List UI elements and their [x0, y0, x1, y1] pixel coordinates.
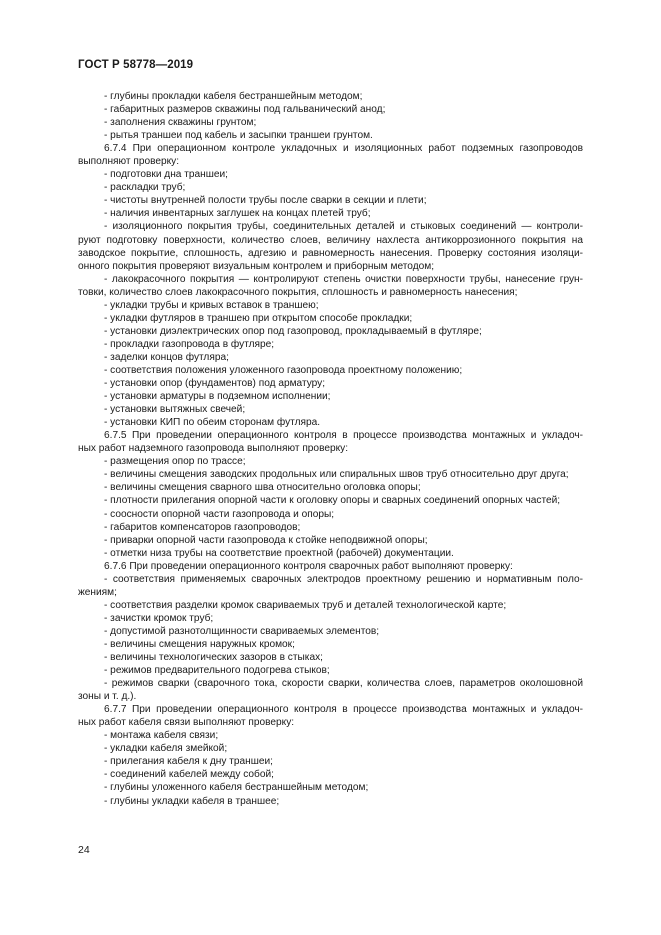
text-line: - установки диэлектрических опор под газопровод, прокладываемый в футляре; — [104, 325, 482, 337]
text-line: - заделки концов футляра; — [104, 351, 229, 363]
text-line: - плотности прилегания опорной части к оголовку опоры и сварных соединений опорных частей; — [104, 495, 561, 507]
text-line: - соответствия разделки кромок свариваемых труб и деталей технологической карте; — [104, 599, 507, 611]
text-line: - величины технологических зазоров в стыках; — [104, 652, 323, 664]
page-number: 24 — [78, 844, 90, 856]
text-line: - наличия инвентарных заглушек на концах плетей труб; — [104, 208, 371, 220]
text-line: - прилегания кабеля к дну траншеи; — [104, 756, 273, 768]
text-line: - режимов сварки (сварочного тока, скорости сварки, количества слоев, параметров околошовной — [104, 678, 583, 690]
text-line: - отметки низа трубы на соответствие проектной (рабочей) документации. — [104, 547, 454, 559]
text-line: - глубины укладки кабеля в траншее; — [104, 795, 280, 807]
text-line: - укладки трубы и кривых вставок в траншею; — [104, 299, 319, 311]
text-line: - допустимой разнотолщинности свариваемых элементов; — [104, 625, 380, 637]
paragraph-6-7-6-start: 6.7.6 При проведении операционного контроля сварочных работ выполняют проверку: — [104, 560, 513, 572]
text-line: - габаритных размеров скважины под гальванический анод; — [104, 104, 386, 116]
text-line: - чистоты внутренней полости трубы после сварки в секции и плети; — [104, 195, 427, 207]
text-line: выполняют проверку: — [78, 156, 180, 168]
text-line: - прокладки газопровода в футляре; — [104, 338, 275, 350]
text-line: - соединений кабелей между собой; — [104, 769, 274, 781]
text-line: - величины смещения наружных кромок; — [104, 638, 295, 650]
text-line: - установки вытяжных свечей; — [104, 404, 246, 416]
text-line: товки, количество слоев лакокрасочного покрытия, сплошность и равномерность нанесения; — [78, 286, 518, 298]
text-line: - соответствия положения уложенного газопровода проектному положению; — [104, 364, 463, 376]
text-line: - раскладки труб; — [104, 182, 186, 194]
document-body — [78, 90, 583, 808]
text-line: - габаритов компенсаторов газопроводов; — [104, 521, 301, 533]
paragraph-6-7-4-start: 6.7.4 При операционном контроле укладочных и изоляционных работ подземных газопроводов — [104, 143, 583, 155]
page-header-standard-number: ГОСТ Р 58778—2019 — [78, 59, 194, 71]
text-line: - размещения опор по трассе; — [104, 456, 246, 468]
text-line: ных работ надземного газопровода выполняют проверку: — [78, 443, 349, 455]
text-line: - монтажа кабеля связи; — [104, 730, 219, 742]
text-line: - укладки футляров в траншею при открытом способе прокладки; — [104, 312, 413, 324]
text-line: жениям; — [78, 586, 117, 598]
text-line: - величины смещения заводских продольных или спиральных швов труб относительно друг друга; — [104, 469, 569, 481]
text-line: зоны и т. д.). — [78, 691, 137, 703]
text-line: - величины смещения сварного шва относительно оголовка опоры; — [104, 482, 421, 494]
text-line: - глубины прокладки кабеля бестраншейным методом; — [104, 91, 363, 102]
text-line: - глубины уложенного кабеля бестраншейным методом; — [104, 782, 369, 794]
text-line: - зачистки кромок труб; — [104, 612, 214, 624]
text-line: - изоляционного покрытия трубы, соединительных деталей и стыковых соединений — контроли- — [104, 221, 583, 233]
paragraph-6-7-5-start: 6.7.5 При проведении операционного контроля в процессе производства монтажных и укладоч- — [104, 430, 583, 442]
text-line: - лакокрасочного покрытия — контролируют степень очистки поверхности трубы, нанесение грун- — [104, 273, 583, 285]
text-line: - соосности опорной части газопровода и опоры; — [104, 508, 335, 520]
text-line: - установки КИП по обеим сторонам футляра. — [104, 417, 321, 429]
text-line: - соответствия применяемых сварочных электродов проектному решению и нормативным поло- — [104, 573, 583, 585]
text-line: - приварки опорной части газопровода к стойке неподвижной опоры; — [104, 534, 428, 546]
text-line: руют подготовку поверхности, количество слоев, величину нахлеста антикоррозионного покрытия на — [78, 234, 583, 246]
text-line: - заполнения скважины грунтом; — [104, 117, 257, 129]
text-line: - подготовки дна траншеи; — [104, 169, 228, 181]
text-line: - установки опор (фундаментов) под арматуру; — [104, 378, 326, 390]
text-line: ных работ кабеля связи выполняют проверку: — [78, 717, 295, 729]
text-line: - установки арматуры в подземном исполнении; — [104, 391, 331, 403]
paragraph-6-7-7-start: 6.7.7 При проведении операционного контроля в процессе производства монтажных и укладоч- — [104, 704, 583, 716]
text-line: - режимов предварительного подогрева стыков; — [104, 665, 330, 677]
text-line: заводское покрытие, сплошность, адгезию и равномерность нанесения. Проверку состояния изоляци- — [78, 247, 583, 259]
text-line: онного покрытия проверяют визуальным контролем и приборным методом; — [78, 260, 435, 272]
text-line: - укладки кабеля змейкой; — [104, 743, 228, 755]
text-line: - рытья траншеи под кабель и засыпки траншеи грунтом. — [104, 130, 373, 142]
